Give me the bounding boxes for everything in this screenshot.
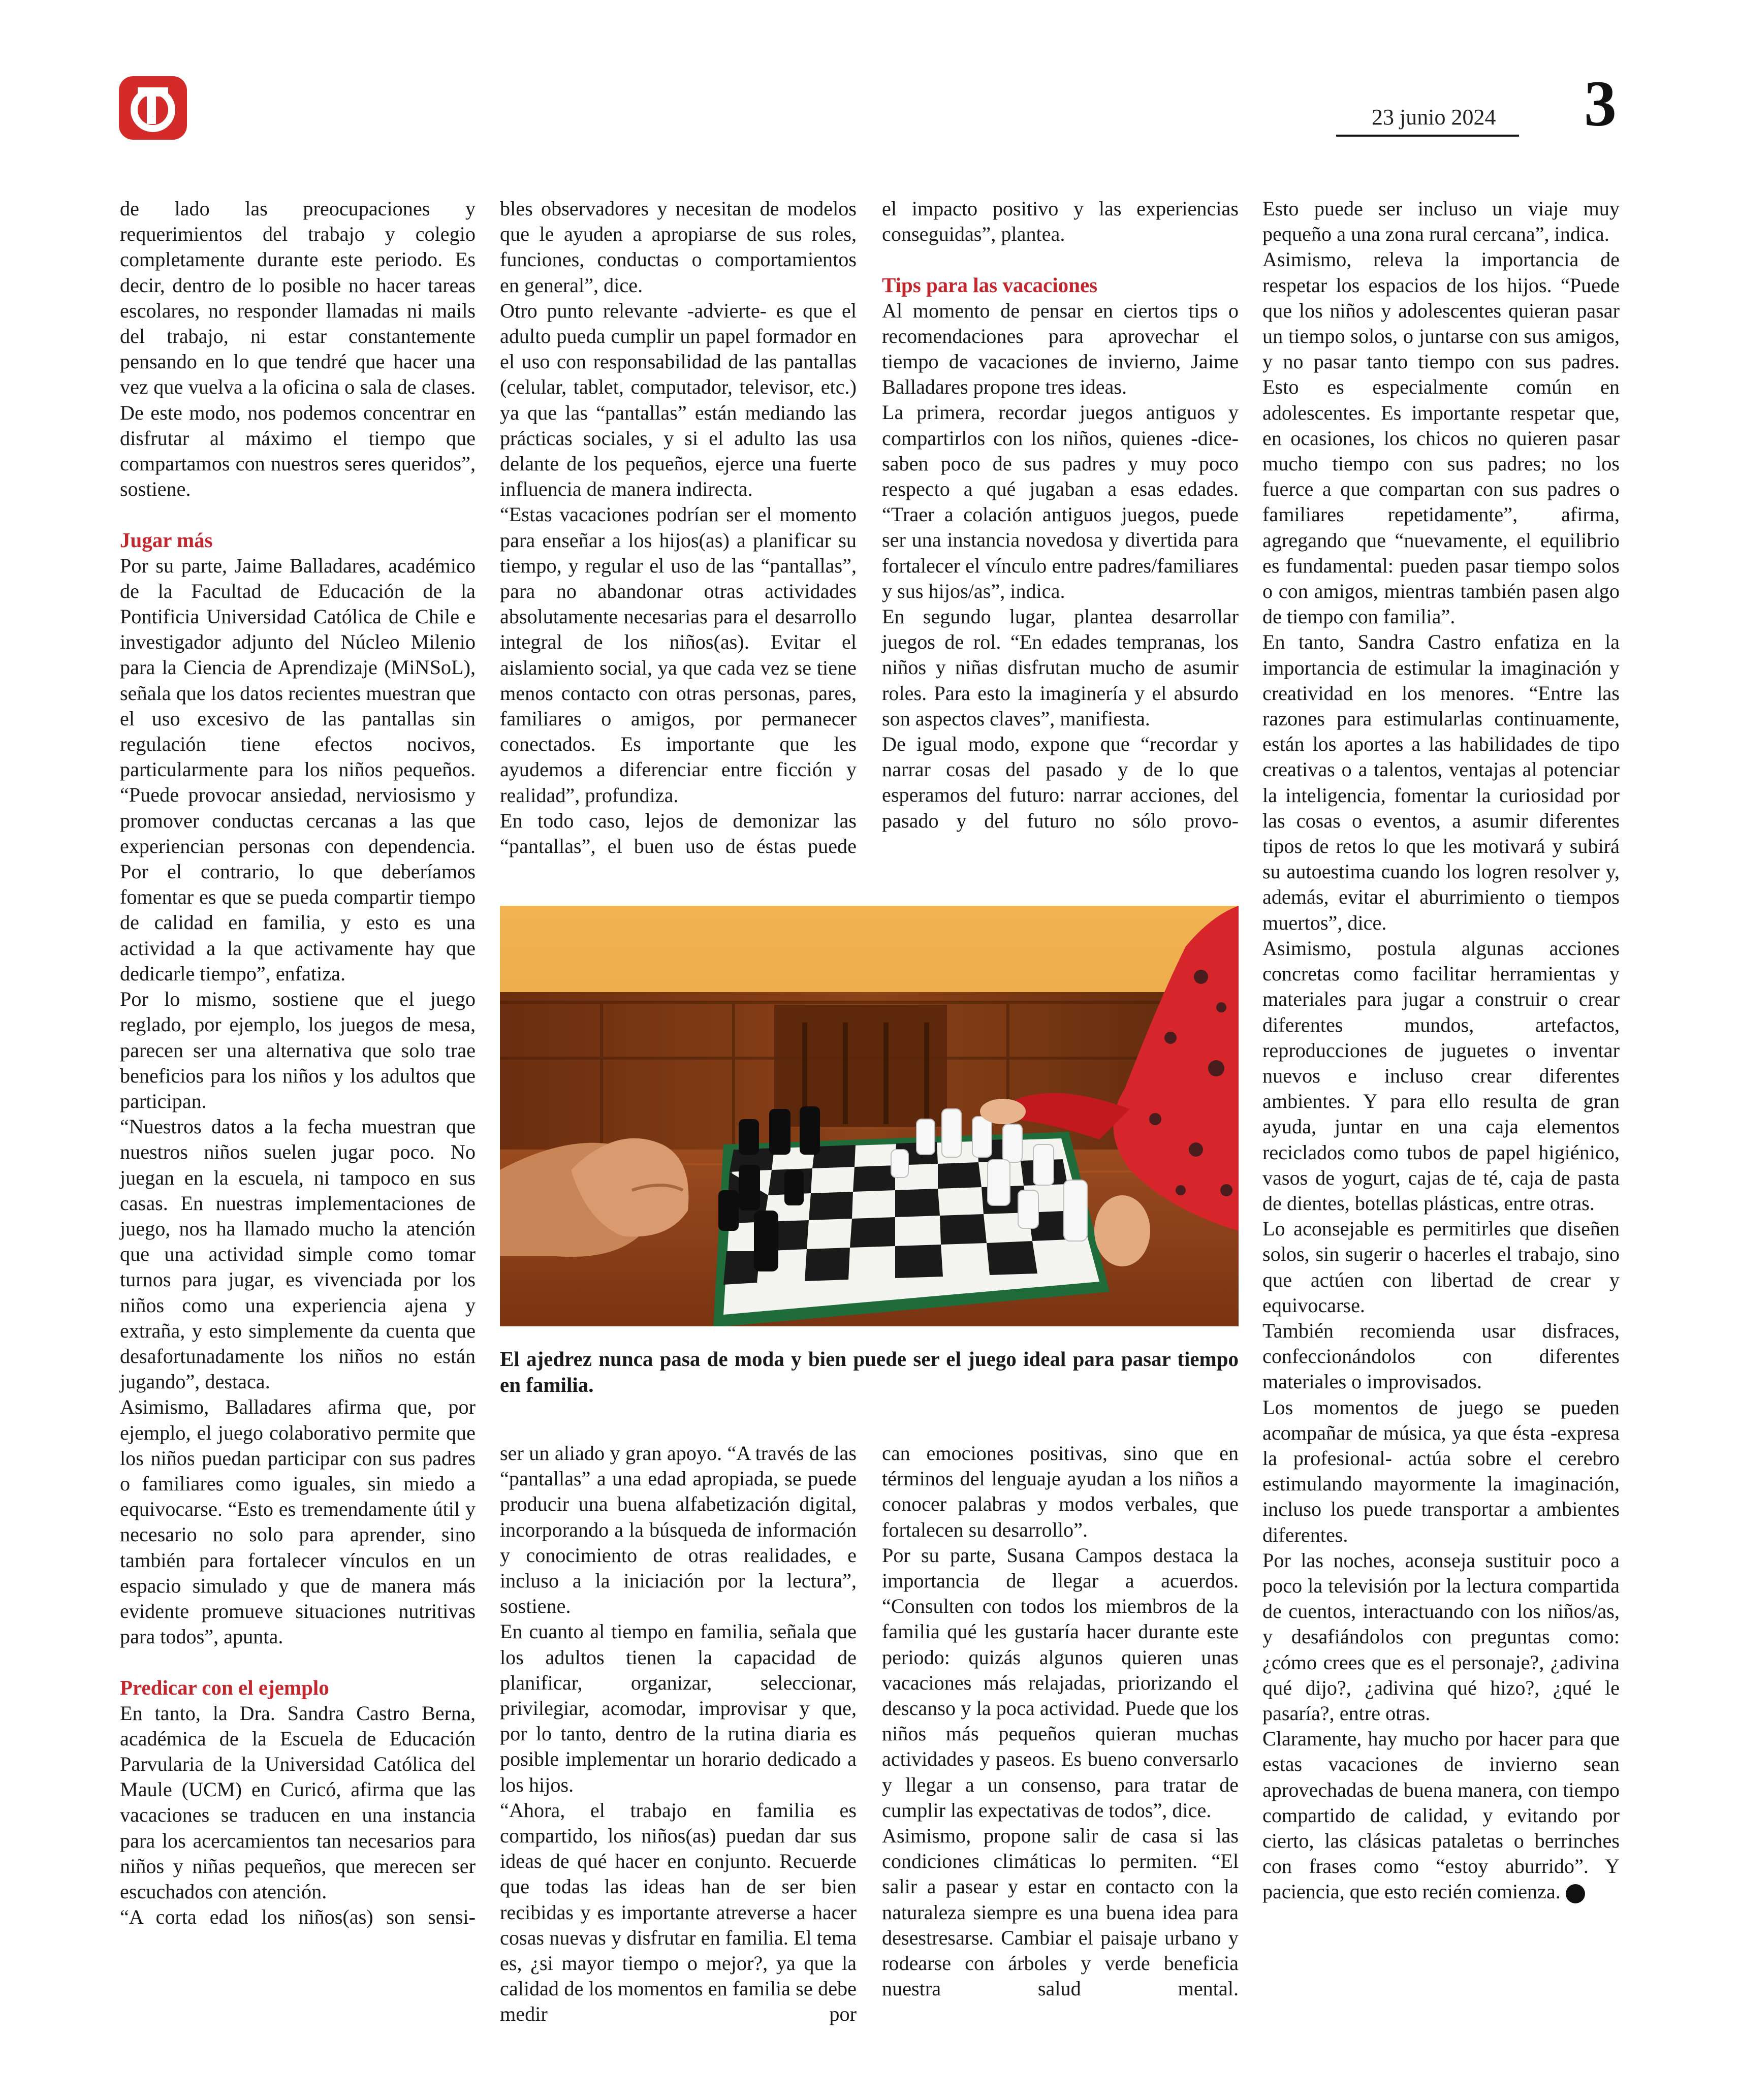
paragraph: De igual modo, expone que “recordar y narrar cosas del pasado y de lo que esperamos del futuro: narrar acciones, del pasado y del futuro no sólo provo- [882,733,1239,832]
paragraph: Lo aconsejable es permitirles que diseñen solos, sin sugerir o hacerles el trabajo, sino que actúen con libertad de crear y equivocarse. [1262,1217,1620,1317]
photo-caption: El ajedrez nunca pasa de moda y bien puede ser el juego ideal para pasar tiempo en familia. [500,1347,1239,1396]
paragraph: “Nuestros datos a la fecha muestran que nuestros niños suelen jugar poco. No juegan en la escuela, ni tampoco en sus casas. En nuestras implementaciones de juego, nos ha llamado mucho la atención que una actividad simple como tomar turnos para jugar, es vivenciada por los niños como una experiencia ajena y extraña, y esto simplemente da cuenta que desafortunadamente los niños no están jugando”, destaca. [120,1115,476,1393]
paragraph: Asimismo, postula algunas acciones concretas como facilitar herramientas y materiales para jugar a construir o crear diferentes mundos, artefactos, reproducciones de juguetes o inventar nuevos e incluso crear diferentes ambientes. Y para ello resulta de gran ayuda, juntar en una caja elementos reciclados como tubos de papel higiénico, vasos de yogurt, cajas de té, caja de pasta de dientes, botellas plásticas, entre otras. [1262,936,1620,1215]
paragraph: Asimismo, releva la importancia de respetar los espacios de los hijos. “Puede que los niños y adolescentes quieran pasar un tiempo solos, o juntarse con sus amigos, y no pasar tanto tiempo con sus padres. Esto es especialmente común en adolescentes. Es importante respetar que, en ocasiones, los chicos no quieren pasar mucho tiempo con sus padres; no los fuerce a que compartan con sus padres o familiares repetidamente”, afirma, agregando que “nuevamente, el equilibrio es fundamental: pueden pasar tiempo solos o con amigos, mientras también pasen algo de tiempo con familia”. [1262,248,1620,628]
end-of-article-icon [1566,1884,1585,1903]
paragraph: “Ahora, el trabajo en familia es compartido, los niños(as) puedan dar sus ideas de qué hacer en conjunto. Recuerde que todas las ideas han de ser bien recibidas y es importante atreverse a hacer cosas nuevas y disfrutar en familia. El tema es, ¿si mayor tiempo o mejor?, ya que la calidad de los momentos en familia se debe medir por [500,1798,857,2026]
paragraph: En tanto, Sandra Castro enfatiza en la importancia de estimular la imaginación y creatividad en los menores. “Entre las razones para estimularlas continuamente, están los aportes a las habilidades de tipo creativas o a talentos, ventajas al potenciar la inteligencia, fomentar la curiosidad por las cosas o eventos, a asumir diferentes tipos de retos lo que les motivará y subirá su autoestima cuando los logren resolver y, además, evitar el aburrimiento o tiempos muertos”, dice. [1262,630,1620,934]
column-2-top [500,196,857,859]
paragraph: Los momentos de juego se pueden acompañar de música, ya que ésta -expresa la profesional- actúa sobre el cerebro estimulando mayormente la imaginación, incluso los puede transportar a ambientes diferentes. [1262,1395,1620,1546]
column-3-top [882,196,1239,834]
paragraph: En segundo lugar, plantea desarrollar juegos de rol. “En edades tempranas, los niños y niñas disfrutan mucho de asumir roles. Para esto la imaginería y el absurdo son aspectos claves”, manifiesta. [882,605,1239,730]
paragraph: Esto puede ser incluso un viaje muy pequeño a una zona rural cercana”, indica. [1262,197,1620,246]
paragraph: Al momento de pensar en ciertos tips o recomendaciones para aprovechar el tiempo de vacaciones de invierno, Jaime Balladares propone tres ideas. [882,299,1239,399]
paragraph: bles observadores y necesitan de modelos que le ayuden a apropiarse de sus roles, funciones, conductas o comportamientos en general”, dice. [500,197,857,297]
paragraph: ser un aliado y gran apoyo. “A través de las “pantallas” a una edad apropiada, se puede producir una buena alfabetización digital, incorporando a la búsqueda de información y conocimiento de otras realidades, e incluso a la iniciación por la lectura”, sostiene. [500,1442,857,1618]
paragraph: Por lo mismo, sostiene que el juego reglado, por ejemplo, los juegos de mesa, parecen ser una alternativa que solo trae beneficios para los niños y los adultos que participan. [120,988,476,1112]
paragraph: el impacto positivo y las experiencias conseguidas”, plantea. [882,197,1239,246]
subheading-predicar: Predicar con el ejemplo [120,1676,329,1700]
logo-letter: D [152,116,153,117]
paragraph: can emociones positivas, sino que en términos del lenguaje ayudan a los niños a conocer palabras y modos verbales, que fortalecen su desarrollo”. [882,1442,1239,1541]
paragraph: Asimismo, Balladares afirma que, por ejemplo, el juego colaborativo permite que los niños puedan participar con sus padres o familiares como iguales, sin miedo a equivocarse. “Esto es tremendamente útil y necesario no solo para aprender, sino también para fortalecer vínculos en un espacio simulado y que de manera más evidente promueve situaciones nutritivas para todos”, apunta. [120,1395,476,1648]
paragraph [1262,1726,1620,1904]
paragraph: En tanto, la Dra. Sandra Castro Berna, académica de la Escuela de Educación Parvularia de la Universidad Católica del Maule (UCM) en Curicó, afirma que las vacaciones se traducen en una instancia para los acercamientos tan necesarios para niños y niñas pequeños, que merecen ser escuchados con atención. [120,1701,476,1903]
chess-photo [500,906,1239,1326]
column-1 [120,196,476,1930]
subheading-tips: Tips para las vacaciones [882,273,1098,297]
paragraph: En cuanto al tiempo en familia, señala que los adultos tienen la capacidad de planificar, organizar, seleccionar, privilegiar, acomodar, improvisar y que, por lo tanto, dentro de la rutina diaria es posible implementar un horario dedicado a los hijos. [500,1620,857,1796]
newspaper-logo [119,76,187,140]
issue-date: 23 junio 2024 [1372,105,1496,130]
paragraph: “A corta edad los niños(as) son sensi- [120,1905,476,1929]
column-4 [1262,196,1620,1905]
page-number: 3 [1584,68,1617,140]
subheading-jugar-mas: Jugar más [120,528,213,552]
paragraph: Por su parte, Susana Campos destaca la importancia de llegar a acuerdos. “Consulten con todos los miembros de la familia qué les gustaría hacer durante este periodo: quizás algunos quieren unas vacaciones más relajadas, priorizando el descanso y la poca actividad. Puede que los niños más pequeños quieran muchas actividades y paseos. Es bueno conversarlo y llegar a un consenso, para tratar de cumplir las expectativas de todos”, dice. [882,1543,1239,1822]
date-rule [1336,135,1519,137]
paragraph: de lado las preocupaciones y requerimientos del trabajo y colegio completamente durante este periodo. Es decir, dentro de lo posible no hacer tareas escolares, no responder llamadas ni mails del trabajo, ni estar constantemente pensando en lo que tendré que hacer una vez que vuelva a la oficina o sala de clases. De este modo, nos podemos concentrar en disfrutar al máximo el tiempo que compartamos con nuestros seres queridos”, sostiene. [120,197,476,501]
paragraph: Asimismo, propone salir de casa si las condiciones climáticas lo permiten. “El salir a pasear y estar en contacto con la naturaleza siempre es una buena idea para desestresarse. Cambiar el paisaje urbano y rodearse con árboles y verde beneficia nuestra salud mental. [882,1824,1239,2000]
final-paragraph-text: Claramente, hay mucho por hacer para que estas vacaciones de invierno sean aprovechadas de buena manera, con tiempo compartido de calidad, y evitando por cierto, las clásicas pataletas o berrinches con frases como “estoy aburrido”. Y paciencia, que esto recién comienza. [1262,1727,1620,1903]
paragraph: Por su parte, Jaime Balladares, académico de la Facultad de Educación de la Pontificia Universidad Católica de Chile e investigador adjunto del Núcleo Milenio para la Ciencia de Aprendizaje (MiNSoL), señala que los datos recientes muestran que el uso excesivo de las pantallas sin regulación tiene efectos nocivos, particularmente para los niños pequeños. “Puede provocar ansiedad, nerviosismo y promover conductas cercanas a las que experiencian personas con dependencia. Por el contrario, lo que deberíamos fomentar es que se pueda compartir tiempo de calidad en familia, y esto es una actividad a la que activamente hay que dedicarle tiempo”, enfatiza. [120,554,476,985]
column-2-bottom [500,1441,857,2027]
paragraph: Por las noches, aconseja sustituir poco a poco la televisión por la lectura compartida de cuentos, interactuando con los niños/as, y desafiándolos con preguntas como: ¿cómo crees que es el personaje?, ¿adivina qué dijo?, ¿adivina qué hizo?, ¿qué le pasaría?, entre otras. [1262,1548,1620,1725]
paragraph: “Estas vacaciones podrían ser el momento para enseñar a los hijos(as) a planificar su tiempo, y regular el uso de las “pantallas”, para no abandonar otras actividades absolutamente necesarias para el desarrollo integral de los niños(as). Evitar el aislamiento social, ya que cada vez se tiene menos contacto con otras personas, pares, familiares o amigos, por permanecer conectados. Es importante que les ayudemos a diferenciar entre ficción y realidad”, profundiza. [500,503,857,807]
paragraph: Otro punto relevante -advierte- es que el adulto pueda cumplir un papel formador en el uso con responsabilidad de las pantallas (celular, tablet, computador, televisor, etc.) ya que las “pantallas” están mediando las prácticas sociales, y si el adulto las usa delante de los pequeños, ejerce una fuerte influencia de manera indirecta. [500,299,857,501]
paragraph: En todo caso, lejos de demonizar las “pantallas”, el buen uso de éstas puede [500,809,857,858]
paragraph: La primera, recordar juegos antiguos y compartirlos con los niños, quienes -dice- saben poco de sus padres y muy poco respecto a qué jugaban a esas edades. “Traer a colación antiguos juegos, puede ser una instancia novedosa y divertida para fortalecer el vínculo entre padres/familiares y sus hijos/as”, indica. [882,401,1239,602]
column-3-bottom [882,1441,1239,2001]
chess-illustration [500,906,1239,1326]
paragraph: También recomienda usar disfraces, confeccionándolos con diferentes materiales o improvisados. [1262,1319,1620,1393]
